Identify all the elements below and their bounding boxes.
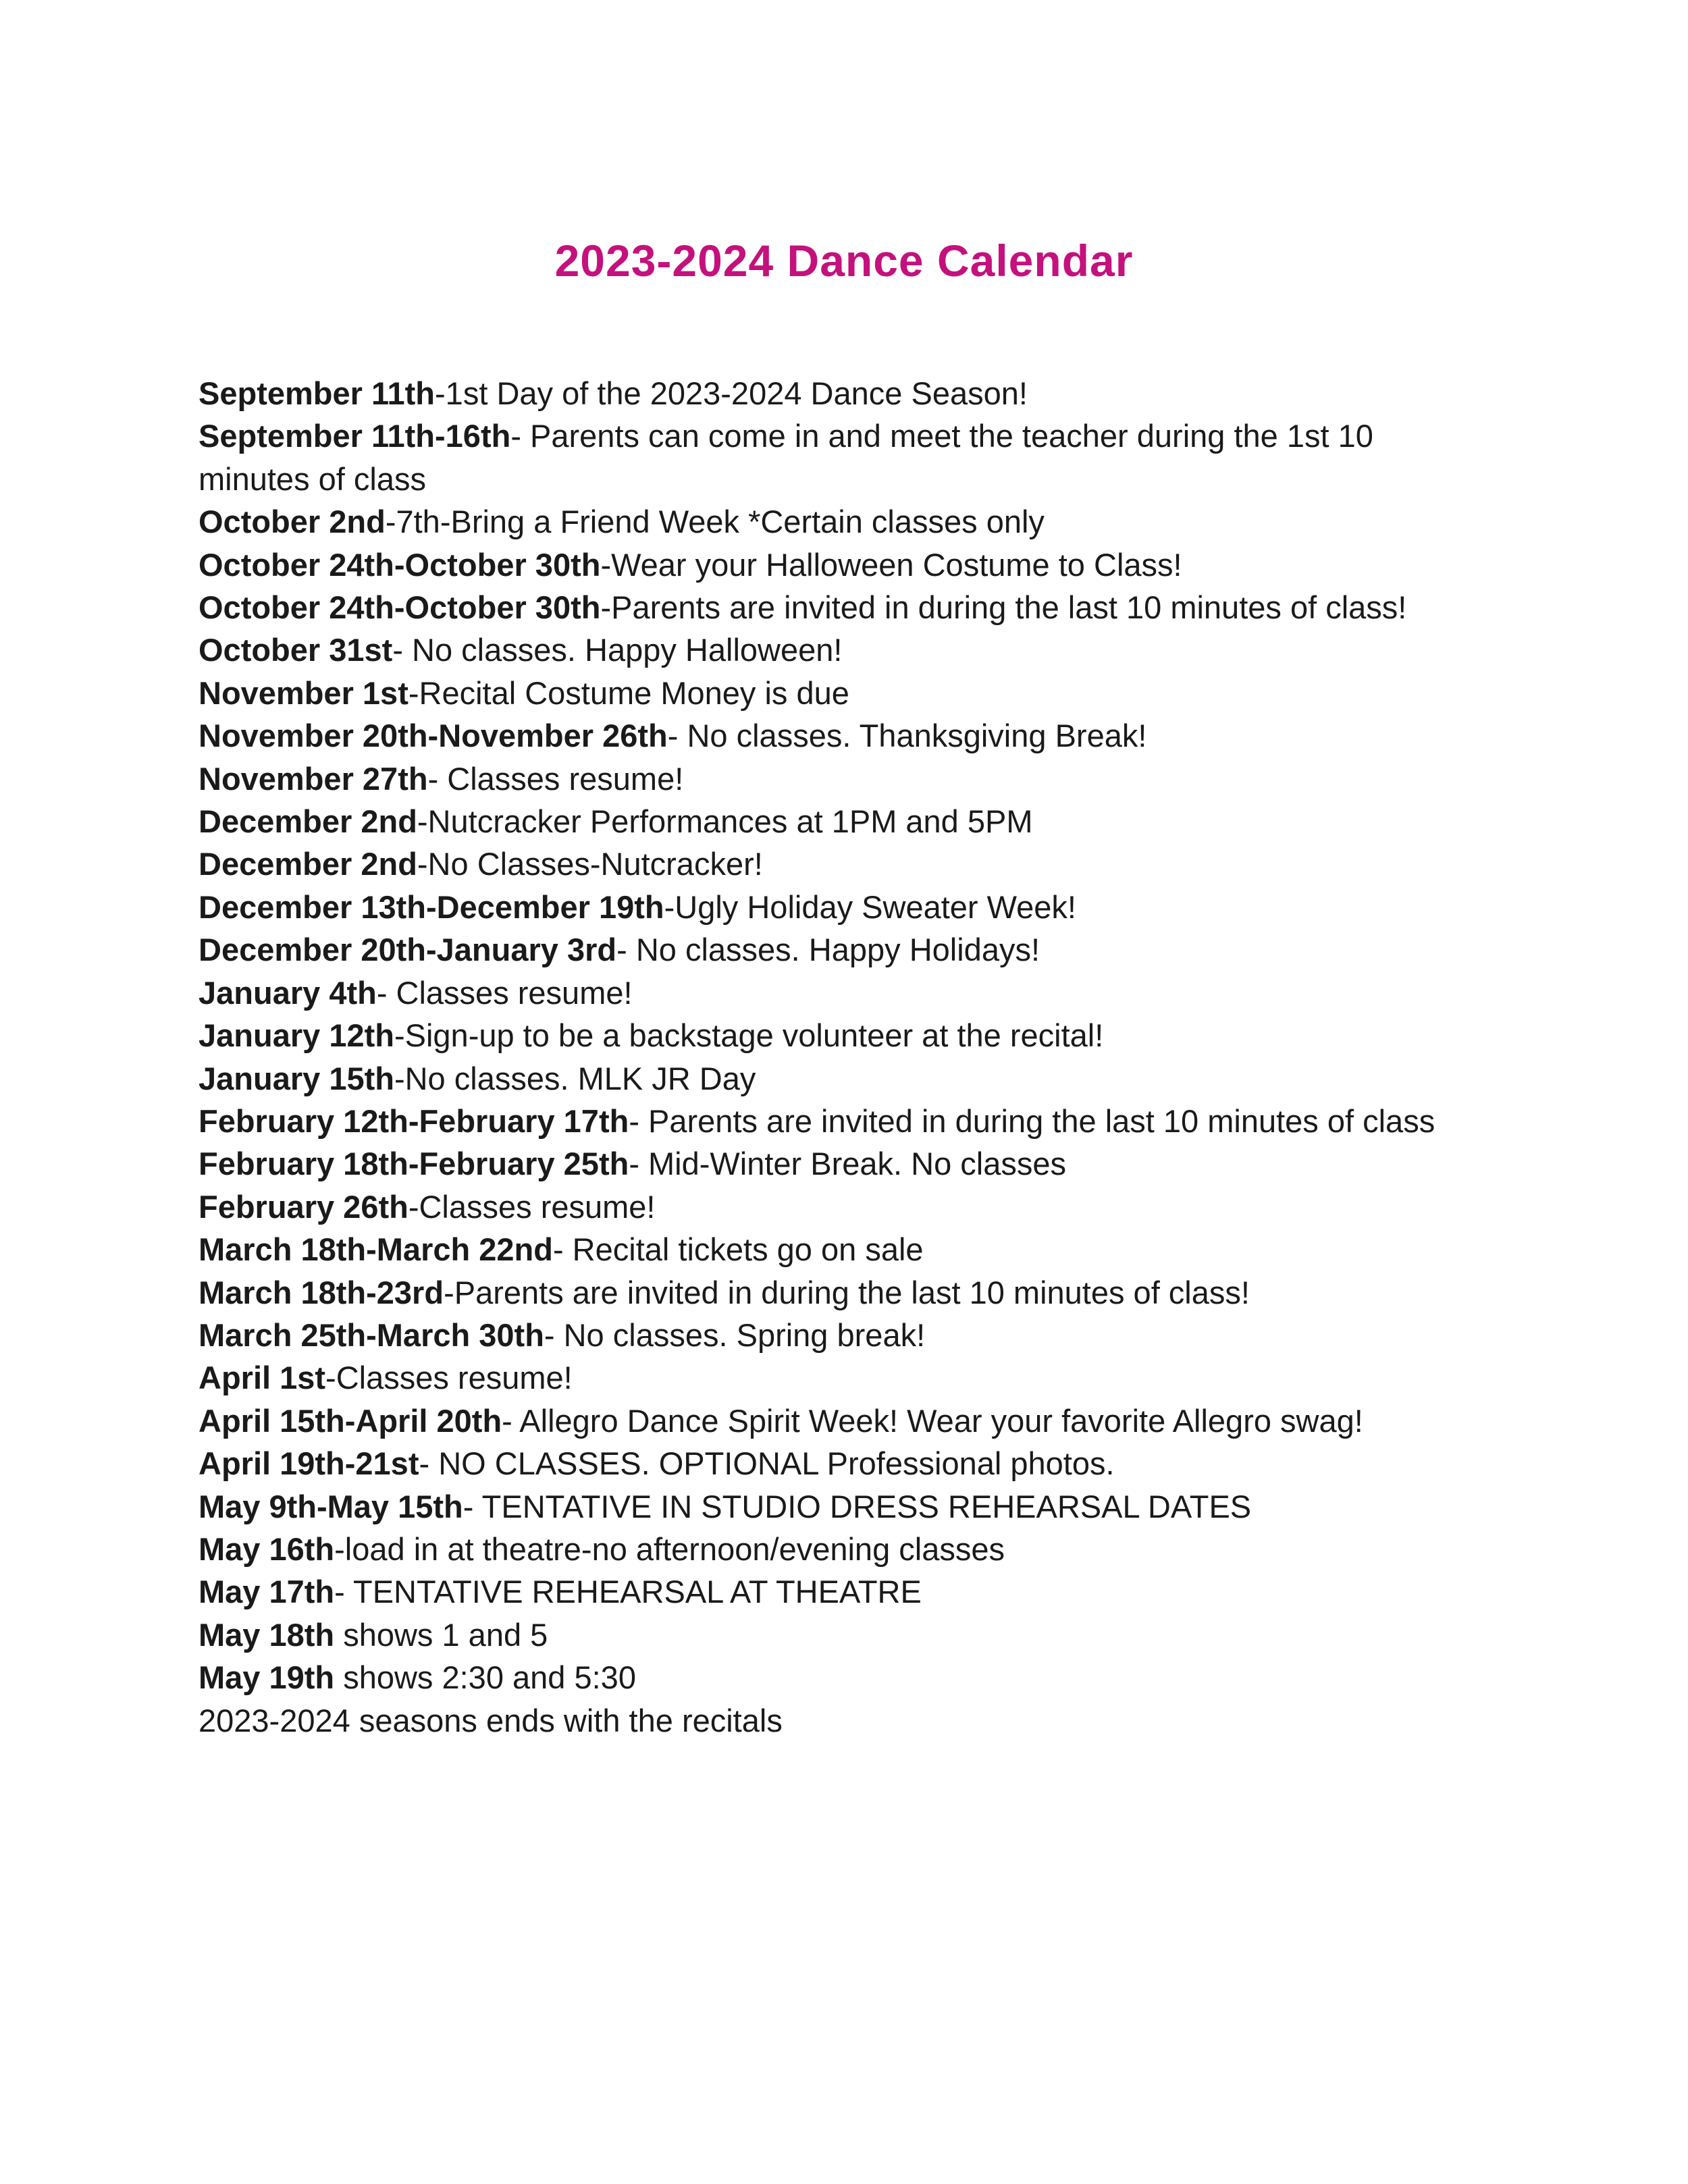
entry-text: -Classes resume! (325, 1360, 573, 1396)
calendar-entry (199, 1014, 1481, 1057)
entry-text: - Mid-Winter Break. No classes (629, 1146, 1067, 1182)
entry-text: -Sign-up to be a backstage volunteer at the recital! (394, 1017, 1104, 1054)
entry-date: November 20th-November 26th (199, 718, 668, 754)
entry-text: - Classes resume! (376, 974, 633, 1011)
calendar-entry (199, 1100, 1481, 1142)
entry-date: October 24th-October 30th (199, 589, 601, 626)
entry-text: -No classes. MLK JR Day (394, 1060, 756, 1096)
entry-date: October 2nd (199, 504, 386, 540)
calendar-entry (199, 629, 1481, 671)
page-title: 2023-2024 Dance Calendar (554, 236, 1134, 286)
calendar-entry (199, 1271, 1481, 1314)
calendar-entry (199, 1570, 1481, 1613)
calendar-entry (199, 1656, 1481, 1699)
entry-text: - Allegro Dance Spirit Week! Wear your favorite Allegro swag! (502, 1402, 1363, 1439)
entry-text: -7th-Bring a Friend Week *Certain classes only (385, 504, 1045, 540)
entry-date: April 15th-April 20th (199, 1402, 502, 1439)
entry-text: - NO CLASSES. OPTIONAL Professional photos. (419, 1445, 1115, 1482)
entry-text: - Recital tickets go on sale (552, 1231, 924, 1268)
calendar-entry (199, 928, 1481, 971)
entry-text: shows 1 and 5 (334, 1616, 548, 1653)
entry-text: - No classes. Thanksgiving Break! (667, 718, 1147, 754)
entry-date: April 1st (199, 1360, 326, 1396)
entry-date: January 12th (199, 1017, 394, 1054)
entry-text: -No Classes-Nutcracker! (417, 846, 763, 882)
entry-date: May 19th (199, 1659, 335, 1696)
calendar-entry (199, 500, 1481, 543)
entry-date: December 13th-December 19th (199, 888, 664, 925)
calendar-entry (199, 1057, 1481, 1100)
entry-date: February 26th (199, 1188, 408, 1225)
entry-date: November 1st (199, 674, 408, 711)
entry-date: October 24th-October 30th (199, 546, 601, 583)
calendar-entry (199, 1485, 1481, 1528)
calendar-entry (199, 1528, 1481, 1570)
calendar-entry (199, 843, 1481, 885)
calendar-entry (199, 415, 1481, 500)
calendar-entry (199, 543, 1481, 586)
entry-text: -load in at theatre-no afternoon/evening classes (334, 1530, 1005, 1567)
calendar-entry (199, 1142, 1481, 1185)
entry-date: December 2nd (199, 846, 417, 882)
entry-text: shows 2:30 and 5:30 (334, 1659, 636, 1696)
entry-text: - No classes. Happy Holidays! (616, 932, 1040, 968)
entry-date: February 18th-February 25th (199, 1146, 629, 1182)
entry-date: March 25th-March 30th (199, 1316, 544, 1353)
entry-text: -Parents are invited in during the last 10 minutes of class! (600, 589, 1407, 626)
calendar-entry (199, 586, 1481, 629)
entry-text: - No classes. Spring break! (544, 1316, 926, 1353)
calendar-entry (199, 1228, 1481, 1271)
entry-date: January 4th (199, 974, 377, 1011)
entry-text: -Parents are invited in during the last 10 minutes of class! (444, 1274, 1250, 1310)
calendar-entry (199, 800, 1481, 843)
entry-date: September 11th-16th (199, 418, 511, 454)
entry-date: March 18th-23rd (199, 1274, 444, 1310)
calendar-entry (199, 372, 1481, 415)
entry-date: May 18th (199, 1616, 335, 1653)
calendar-entry (199, 1356, 1481, 1399)
entry-date: March 18th-March 22nd (199, 1231, 553, 1268)
calendar-entry (199, 971, 1481, 1014)
entry-text: - No classes. Happy Halloween! (392, 632, 843, 668)
calendar-entry (199, 1400, 1481, 1442)
entry-date: February 12th-February 17th (199, 1102, 629, 1139)
entry-text: -Wear your Halloween Costume to Class! (600, 546, 1182, 583)
entry-text: - Parents can come in and meet the teacher during the 1st 10 minutes of class (199, 418, 1373, 497)
entry-text: -Recital Costume Money is due (408, 674, 849, 711)
calendar-entry (199, 1314, 1481, 1356)
entry-date: December 2nd (199, 803, 417, 840)
calendar-entry (199, 757, 1481, 800)
calendar-entry (199, 714, 1481, 757)
entry-date: December 20th-January 3rd (199, 932, 617, 968)
closing-line: 2023-2024 seasons ends with the recitals (199, 1702, 783, 1738)
calendar-entry (199, 672, 1481, 714)
entry-text: - TENTATIVE IN STUDIO DRESS REHEARSAL DATES (463, 1488, 1252, 1524)
entry-date: November 27th (199, 760, 428, 797)
entry-date: January 15th (199, 1060, 394, 1096)
entry-date: September 11th (199, 375, 436, 411)
entry-text: -1st Day of the 2023-2024 Dance Season! (435, 375, 1028, 411)
entry-text: -Ugly Holiday Sweater Week! (664, 888, 1076, 925)
calendar-entry (199, 886, 1481, 928)
calendar-entry (199, 1186, 1481, 1228)
entry-text: -Nutcracker Performances at 1PM and 5PM (417, 803, 1033, 840)
calendar-list (199, 372, 1481, 1742)
entry-date: May 17th (199, 1574, 335, 1610)
entry-text: - Parents are invited in during the last 10 minutes of class (629, 1102, 1435, 1139)
calendar-entry (199, 1614, 1481, 1656)
entry-text: - TENTATIVE REHEARSAL AT THEATRE (334, 1574, 922, 1610)
calendar-entry (199, 1442, 1481, 1485)
entry-date: May 9th-May 15th (199, 1488, 463, 1524)
entry-date: April 19th-21st (199, 1445, 419, 1482)
entry-date: May 16th (199, 1530, 335, 1567)
entry-date: October 31st (199, 632, 393, 668)
entry-text: - Classes resume! (427, 760, 684, 797)
entry-text: -Classes resume! (408, 1188, 656, 1225)
